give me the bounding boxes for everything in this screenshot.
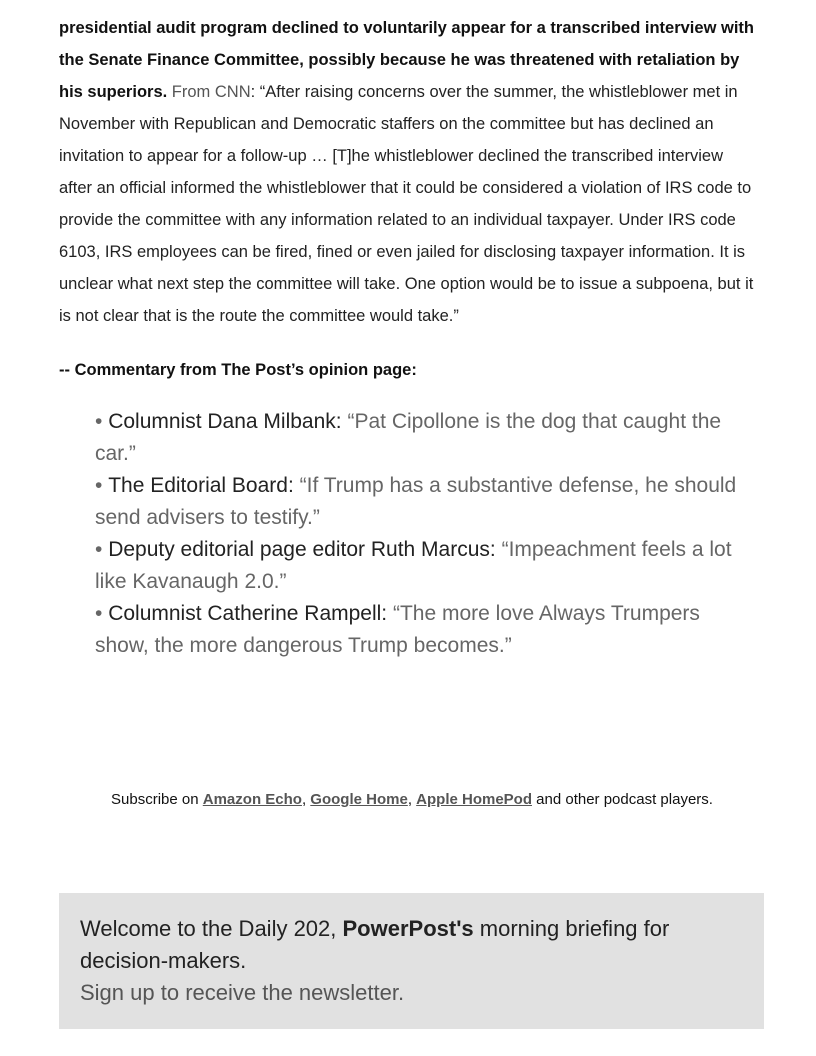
- apple-homepod-link[interactable]: Apple HomePod: [416, 791, 532, 808]
- newsletter-promo-box: [59, 893, 764, 1029]
- commentary-link[interactable]: “The more love Always Trumpers show, the more dangerous Trump becomes.”: [95, 602, 700, 657]
- commentary-item-editorial-board: • The Editorial Board: “If Trump has a substantive defense, he should send advisers to testify.”: [95, 474, 737, 529]
- commentary-item-marcus: • Deputy editorial page editor Ruth Marcus: “Impeachment feels a lot like Kavanaugh 2.0.”: [95, 538, 732, 593]
- commentary-heading: -- Commentary from The Post’s opinion page:: [59, 361, 417, 379]
- promo-welcome-text: [80, 913, 743, 977]
- subscribe-prefix: Subscribe on: [111, 791, 203, 808]
- promo-text-after: morning briefing for decision-makers.: [80, 916, 670, 973]
- subscribe-separator: ,: [407, 791, 417, 808]
- commentary-link[interactable]: “Impeachment feels a lot like Kavanaugh 2.0.”: [95, 538, 732, 593]
- lead-bold-text: presidential audit program declined to voluntarily appear for a transcribed interview with the Senate Finance Committee, possibly because he was threatened with retaliation by his superiors.: [59, 19, 754, 101]
- cnn-quote: : “After raising concerns over the summer, the whistleblower met in November with Republican and Democratic staffers on the committee but has declined an invitation to appear for a follow-up … [T]he whistleblower declined the transcribed interview after an official informed the whistleblower that it could be considered a violation of IRS code to provide the committee with any information related to an individual taxpayer. Under IRS code 6103, IRS employees can be fired, fined or even jailed for disclosing taxpayer information. It is unclear what next step the committee will take. One option would be to issue a subpoena, but it is not clear that is the route the committee would take.”: [59, 83, 754, 325]
- from-prefix: From: [171, 83, 215, 101]
- commentary-list: [95, 406, 759, 662]
- subscribe-suffix: and other podcast players.: [532, 791, 713, 808]
- commentary-link[interactable]: “If Trump has a substantive defense, he should send advisers to testify.”: [95, 474, 737, 529]
- podcast-subscribe-line: [59, 784, 765, 816]
- commentary-author: Columnist Catherine Rampell:: [108, 602, 388, 625]
- commentary-author: Columnist Dana Milbank:: [108, 410, 342, 433]
- commentary-author: The Editorial Board:: [108, 474, 294, 497]
- newsletter-signup-link[interactable]: Sign up to receive the newsletter.: [80, 980, 405, 1005]
- commentary-link[interactable]: “Pat Cipollone is the dog that caught the car.”: [95, 410, 722, 465]
- commentary-item-milbank: • Columnist Dana Milbank: “Pat Cipollone is the dog that caught the car.”: [95, 410, 722, 465]
- lead-paragraph: [59, 12, 759, 332]
- powerpost-brand: PowerPost's: [342, 916, 474, 941]
- google-home-link[interactable]: Google Home: [310, 791, 408, 808]
- commentary-author: Deputy editorial page editor Ruth Marcus:: [108, 538, 496, 561]
- amazon-echo-link[interactable]: Amazon Echo: [202, 791, 302, 808]
- promo-text-before: Welcome to the Daily 202,: [80, 916, 343, 941]
- commentary-item-rampell: • Columnist Catherine Rampell: “The more love Always Trumpers show, the more dangerous Trump becomes.”: [95, 602, 700, 657]
- cnn-source-link[interactable]: CNN: [214, 83, 251, 101]
- subscribe-separator: ,: [301, 791, 311, 808]
- article-body: [59, 12, 759, 662]
